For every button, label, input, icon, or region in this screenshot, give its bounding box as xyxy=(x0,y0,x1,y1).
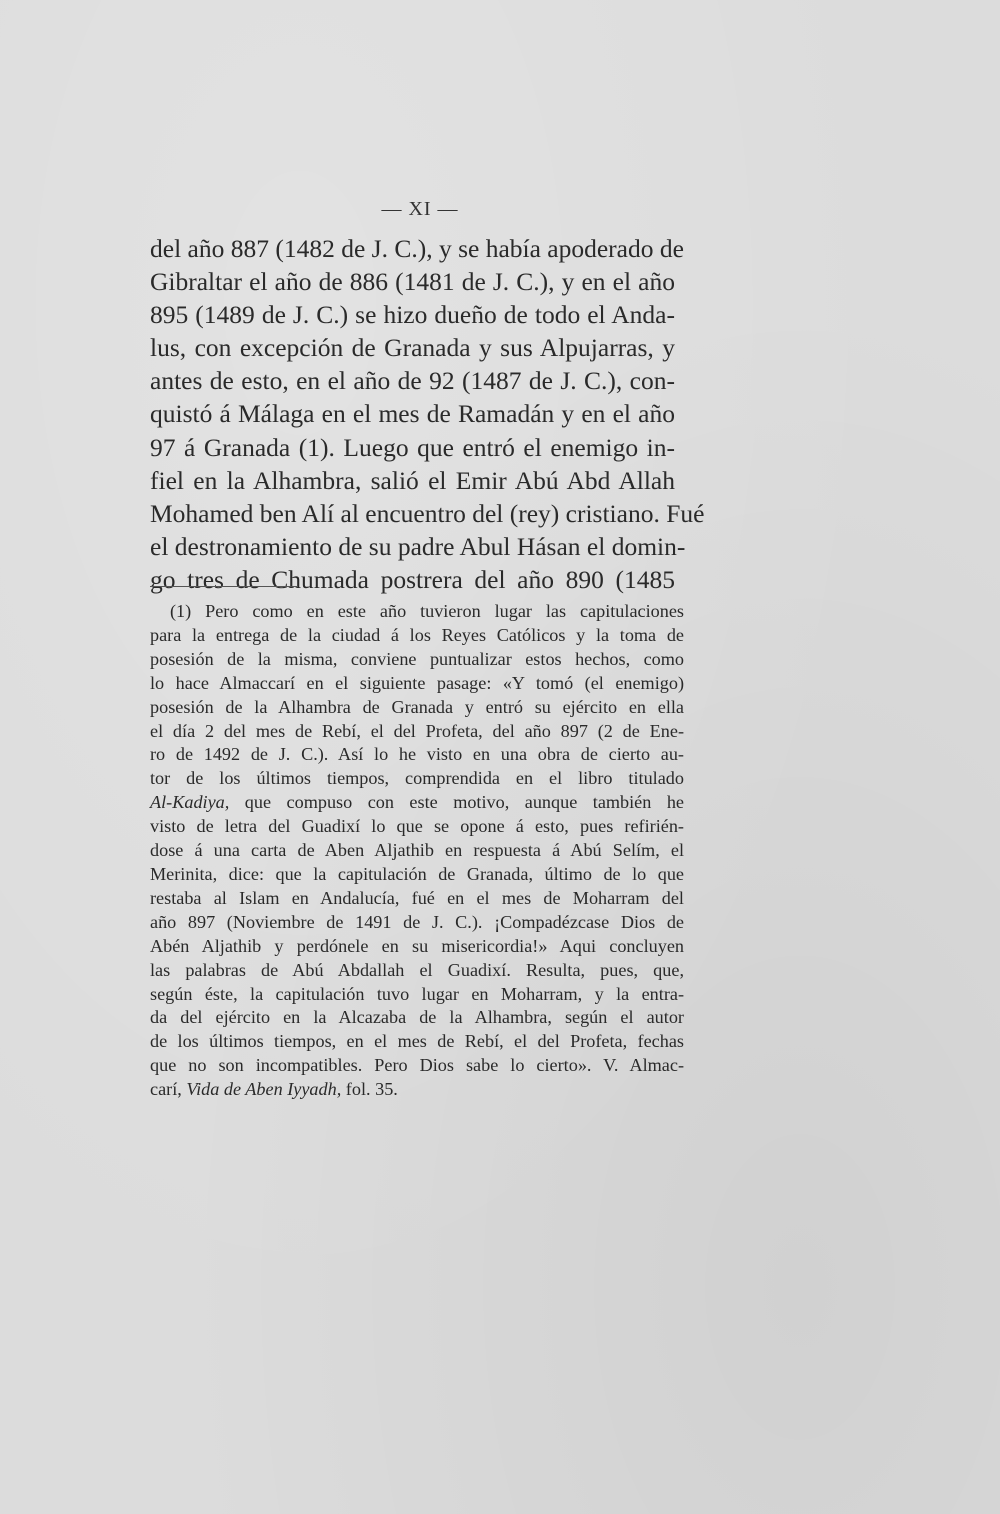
footnote-line: Merinita, dice: que la capitulación de Granada, último de lo que xyxy=(150,863,684,884)
footnote-line: de los últimos tiempos, en el mes de Rebí, el del Profeta, fechas xyxy=(150,1031,684,1052)
footnote-line xyxy=(150,1078,684,1102)
footnote-line: dose á una carta de Aben Aljathib en respuesta á Abú Selím, el xyxy=(150,840,684,861)
footnote-line-text: que compuso con este motivo, aunque también he xyxy=(244,792,684,813)
footnote-line: ro de 1492 de J. C.). Así lo he visto en una obra de cierto au- xyxy=(150,744,684,765)
footnote-line: el día 2 del mes de Rebí, el del Profeta, del año 897 (2 de Ene- xyxy=(150,720,684,741)
footnote-line: las palabras de Abú Abdallah el Guadixí. Resulta, pues, que, xyxy=(150,959,684,980)
body-line: fiel en la Alhambra, salió el Emir Abú Abd Allah xyxy=(150,465,675,495)
body-line: 97 á Granada (1). Luego que entró el enemigo in- xyxy=(150,432,675,462)
body-line: 895 (1489 de J. C.) se hizo dueño de todo el Anda- xyxy=(150,300,675,330)
body-line: go tres de Chumada postrera del año 890 (1485 xyxy=(150,564,675,594)
book-title-italic: Al-Kadiya, xyxy=(150,792,230,813)
footnote-line: según éste, la capitulación tuvo lugar en Moharram, y la entra- xyxy=(150,983,684,1004)
footnote-line xyxy=(150,791,684,815)
footnote-line: restaba al Islam en Andalucía, fué en el mes de Moharram del xyxy=(150,887,684,908)
footnote-line-text: fol. 35. xyxy=(345,1079,398,1100)
body-line: antes de esto, en el año de 92 (1487 de J. C.), con- xyxy=(150,366,675,396)
footnote-line: visto de letra del Guadixí lo que se opone á esto, pues refirién- xyxy=(150,816,684,837)
body-line: Mohamed ben Alí al encuentro del (rey) cristiano. Fué xyxy=(150,498,705,528)
footnote-line: posesión de la misma, conviene puntualizar estos hechos, como xyxy=(150,648,684,669)
footnote-line: para la entrega de la ciudad á los Reyes Católicos y la toma de xyxy=(150,624,684,645)
page-number: — XI — xyxy=(381,198,459,220)
main-body-text xyxy=(150,232,705,596)
body-line: el destronamiento de su padre Abul Hásan el domin- xyxy=(150,531,686,561)
body-line: del año 887 (1482 de J. C.), y se había apoderado de xyxy=(150,234,684,263)
book-title-italic: Vida de Aben Iyyadh, xyxy=(186,1079,342,1100)
footnote-line: lo hace Almaccarí en el siguiente pasage: «Y tomó (el enemigo) xyxy=(150,672,684,693)
footnote-separator xyxy=(150,586,298,587)
footnote-line-text: carí, xyxy=(150,1079,182,1100)
footnote-line: da del ejército en la Alcazaba de la Alhambra, según el autor xyxy=(150,1007,684,1028)
footnote-line: que no son incompatibles. Pero Dios sabe lo cierto». V. Almac- xyxy=(150,1055,684,1076)
footnote xyxy=(150,600,684,1102)
footnote-line: tor de los últimos tiempos, comprendida en el libro titulado xyxy=(150,768,684,789)
footnote-line: Abén Aljathib y perdónele en su misericordia!» Aqui concluyen xyxy=(150,935,684,956)
body-line: quistó á Málaga en el mes de Ramadán y en el año xyxy=(150,399,675,429)
footnote-line: (1) Pero como en este año tuvieron lugar las capitulaciones xyxy=(170,601,684,621)
footnote-line: posesión de la Alhambra de Granada y entró su ejército en ella xyxy=(150,696,684,717)
body-line: lus, con excepción de Granada y sus Alpujarras, y xyxy=(150,333,675,363)
footnote-line: año 897 (Noviembre de 1491 de J. C.). ¡Compadézcase Dios de xyxy=(150,911,684,932)
body-line: Gibraltar el año de 886 (1481 de J. C.), y en el año xyxy=(150,267,675,297)
